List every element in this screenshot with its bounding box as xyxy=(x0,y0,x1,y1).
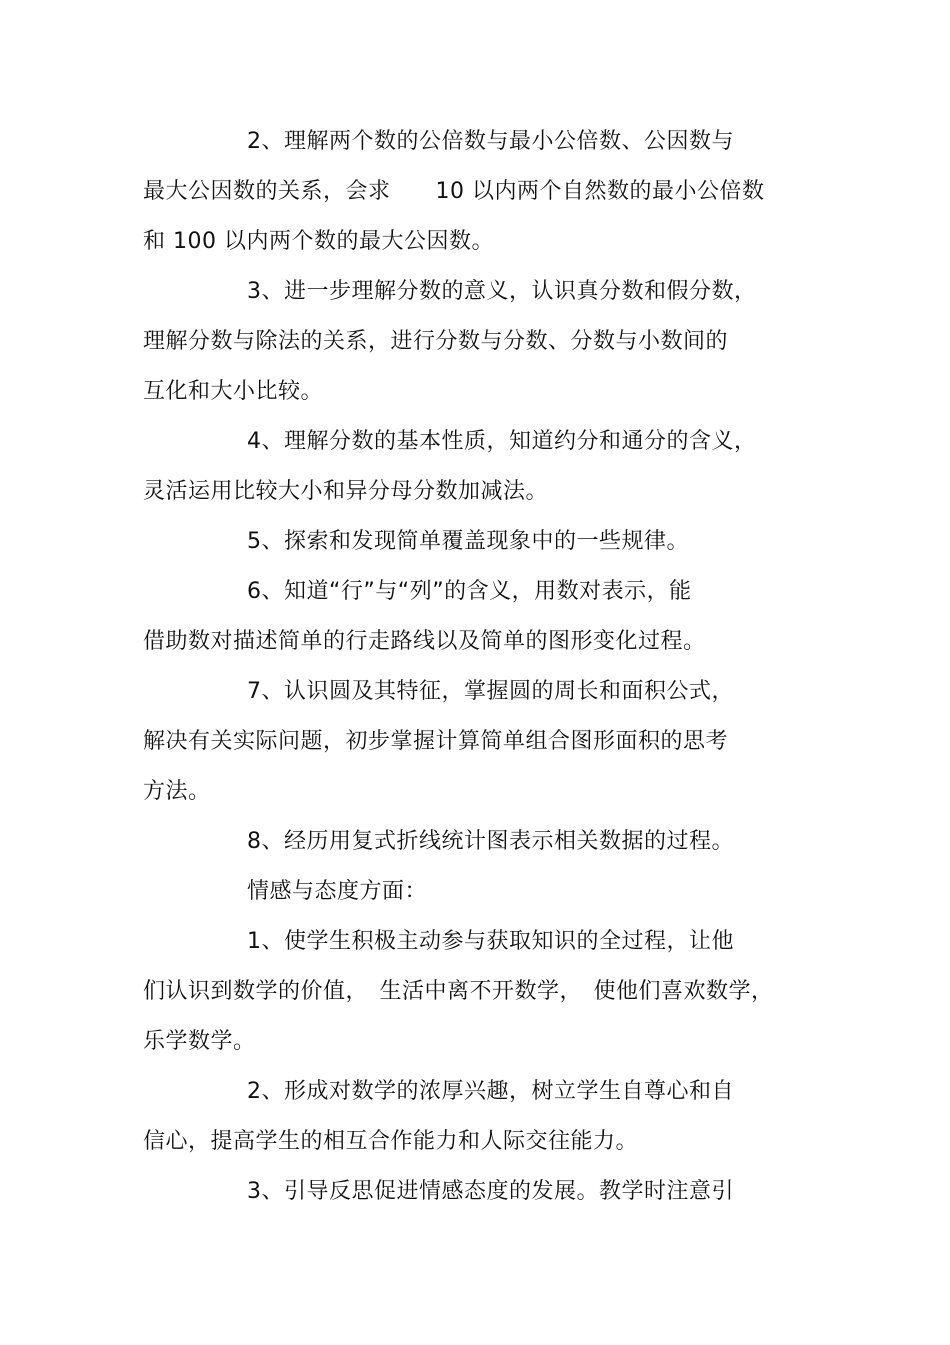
text-line: 4、理解分数的基本性质，知道约分和通分的含义， xyxy=(247,429,757,454)
text-line: 2、形成对数学的浓厚兴趣，树立学生自尊心和自 xyxy=(247,1079,734,1104)
text-line: 解决有关实际问题，初步掌握计算简单组合图形面积的思考 xyxy=(143,729,729,754)
text-line: 3、进一步理解分数的意义，认识真分数和假分数， xyxy=(247,279,757,304)
section-heading: 情感与态度方面： xyxy=(247,879,428,904)
text-line: 2、理解两个数的公倍数与最小公倍数、公因数与 xyxy=(247,129,734,154)
text-line: 乐学数学。 xyxy=(143,1029,256,1054)
text-line: 理解分数与除法的关系，进行分数与分数、分数与小数间的 xyxy=(143,329,729,354)
text-line: 互化和大小比较。 xyxy=(143,379,324,404)
text-line: 最大公因数的关系，会求 10 以内两个自然数的最小公倍数 xyxy=(143,179,765,204)
text-line: 借助数对描述简单的行走路线以及简单的图形变化过程。 xyxy=(143,629,706,654)
text-line: 信心，提高学生的相互合作能力和人际交往能力。 xyxy=(143,1129,639,1154)
text-line: 灵活运用比较大小和异分母分数加减法。 xyxy=(143,479,549,504)
text-line: 8、经历用复式折线统计图表示相关数据的过程。 xyxy=(247,829,734,854)
text-line: 6、知道“行”与“列”的含义，用数对表示，能 xyxy=(247,579,692,604)
text-line: 方法。 xyxy=(143,779,211,804)
text-line: 们认识到数学的价值， 生活中离不开数学， 使他们喜欢数学， xyxy=(143,979,774,1004)
text-line: 3、引导反思促进情感态度的发展。教学时注意引 xyxy=(247,1179,734,1204)
text-line: 1、使学生积极主动参与获取知识的全过程，让他 xyxy=(247,929,734,954)
text-line: 5、探索和发现简单覆盖现象中的一些规律。 xyxy=(247,529,689,554)
text-line: 和 100 以内两个数的最大公因数。 xyxy=(143,229,494,254)
text-line: 7、认识圆及其特征，掌握圆的周长和面积公式， xyxy=(247,679,734,704)
